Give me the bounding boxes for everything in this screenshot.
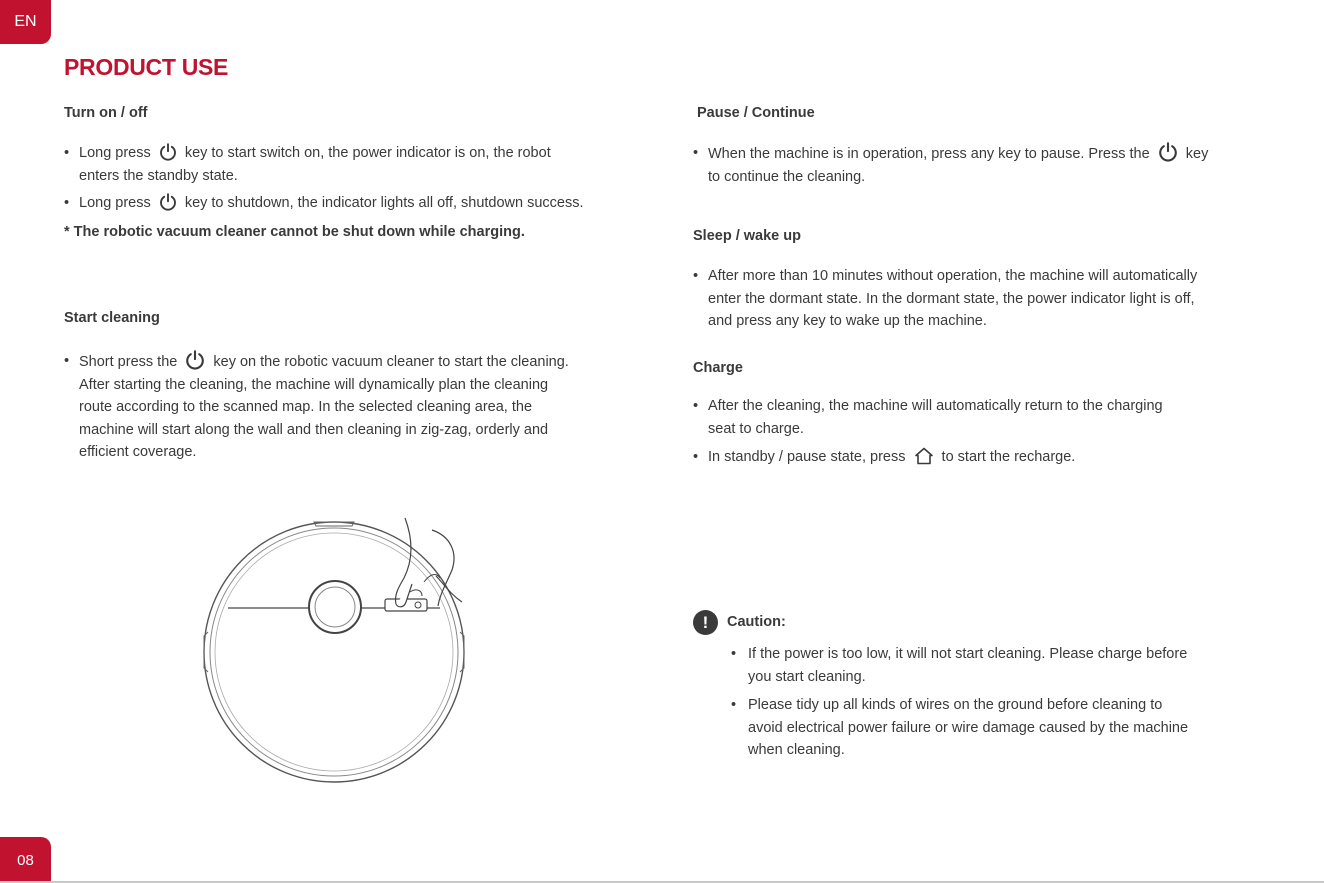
start-cleaning-bullet: • Short press the key on the robotic vacuum cleaner to start the cleaning. After starting the cleaning, the machine will dynamically plan the cleaning route according to the scanned map. In the selected cleaning area, the machine will start along the wall and then cleaning in zig-zag, orderly and efficient coverage. bbox=[64, 350, 654, 464]
turn-off-text-pre: Long press bbox=[79, 195, 151, 211]
home-icon bbox=[914, 447, 934, 465]
turn-on-text-pre: Long press bbox=[79, 145, 151, 161]
start-cleaning-text-pre: Short press the bbox=[79, 354, 178, 370]
power-icon bbox=[159, 193, 177, 211]
caution-bullet-power: • If the power is too low, it will not start cleaning. Please charge before you start cleaning. bbox=[731, 646, 1188, 685]
sleep-line1: After more than 10 minutes without operation, the machine will automatically bbox=[708, 268, 1198, 284]
start-cleaning-line3: route according to the scanned map. In the selected cleaning area, the bbox=[79, 399, 533, 415]
charge-bullet-return: • After the cleaning, the machine will automatically return to the charging seat to charge. bbox=[693, 398, 1163, 437]
start-cleaning-text-post: key on the robotic vacuum cleaner to start the cleaning. bbox=[213, 354, 569, 370]
start-cleaning-line4: machine will start along the wall and then cleaning in zig-zag, orderly and bbox=[79, 421, 549, 438]
start-cleaning-heading: Start cleaning bbox=[64, 310, 160, 326]
sleep-line2: enter the dormant state. In the dormant state, the power indicator light is off, bbox=[708, 290, 1195, 307]
language-label: EN bbox=[14, 13, 37, 30]
caution-wires-line3: when cleaning. bbox=[748, 742, 845, 758]
page-number: 08 bbox=[17, 851, 34, 869]
power-icon bbox=[1158, 142, 1178, 162]
language-tab bbox=[0, 0, 51, 44]
exclamation-icon: ! bbox=[693, 610, 718, 635]
pause-text-post: key bbox=[1185, 146, 1209, 162]
charge-heading: Charge bbox=[693, 360, 743, 376]
pause-continue-heading: Pause / Continue bbox=[697, 105, 815, 121]
sleep-wake-heading: Sleep / wake up bbox=[693, 228, 801, 244]
turn-on-off-heading: Turn on / off bbox=[64, 105, 148, 121]
charge-line1: After the cleaning, the machine will automatically return to the charging bbox=[708, 398, 1163, 414]
page-number-tab bbox=[0, 837, 51, 883]
turn-on-text-line2: enters the standby state. bbox=[79, 167, 238, 184]
sleep-line3: and press any key to wake up the machine. bbox=[708, 313, 987, 329]
caution-wires-line2: avoid electrical power failure or wire damage caused by the machine bbox=[748, 719, 1189, 736]
charge-line2: seat to charge. bbox=[708, 420, 804, 437]
recharge-text-pre: In standby / pause state, press bbox=[708, 449, 906, 465]
turn-on-bullet: • Long press key to start switch on, the power indicator is on, the robot enters the standby state. bbox=[64, 145, 551, 184]
power-icon bbox=[159, 143, 177, 161]
pause-bullet: • When the machine is in operation, press any key to pause. Press the key to continue the cleaning. bbox=[693, 142, 1293, 188]
charge-bullet-recharge: • In standby / pause state, press to start the recharge. bbox=[693, 449, 1076, 465]
robot-vacuum-illustration bbox=[200, 512, 480, 792]
turn-off-bullet: • Long press key to shutdown, the indicator lights all off, shutdown success. bbox=[64, 195, 584, 211]
turn-on-text-post: key to start switch on, the power indicator is on, the robot bbox=[184, 145, 551, 161]
caution-power-line1: If the power is too low, it will not start cleaning. Please charge before bbox=[748, 646, 1188, 662]
pause-text-pre: When the machine is in operation, press any key to pause. Press the bbox=[708, 146, 1150, 162]
start-cleaning-line2: After starting the cleaning, the machine will dynamically plan the cleaning bbox=[79, 376, 549, 393]
turn-off-text-post: key to shutdown, the indicator lights all off, shutdown success. bbox=[184, 195, 584, 211]
power-icon bbox=[185, 350, 205, 370]
recharge-text-post: to start the recharge. bbox=[941, 449, 1076, 465]
start-cleaning-line5: efficient coverage. bbox=[79, 444, 197, 460]
caution-title: Caution: bbox=[727, 614, 786, 630]
page-title: PRODUCT USE bbox=[64, 54, 229, 80]
caution-wires-line1: Please tidy up all kinds of wires on the ground before cleaning to bbox=[748, 697, 1163, 713]
pause-text-line2: to continue the cleaning. bbox=[708, 168, 866, 185]
sleep-bullet: • After more than 10 minutes without operation, the machine will automatically enter the dormant state. In the dormant state, the power indicator light is off, and press any key to wake up the machine. bbox=[693, 268, 1198, 329]
charging-note: * The robotic vacuum cleaner cannot be shut down while charging. bbox=[64, 224, 525, 240]
caution-bullet-wires: • Please tidy up all kinds of wires on the ground before cleaning to avoid electrical power failure or wire damage caused by the machine when cleaning. bbox=[731, 697, 1189, 758]
caution-power-line2: you start cleaning. bbox=[748, 668, 866, 685]
